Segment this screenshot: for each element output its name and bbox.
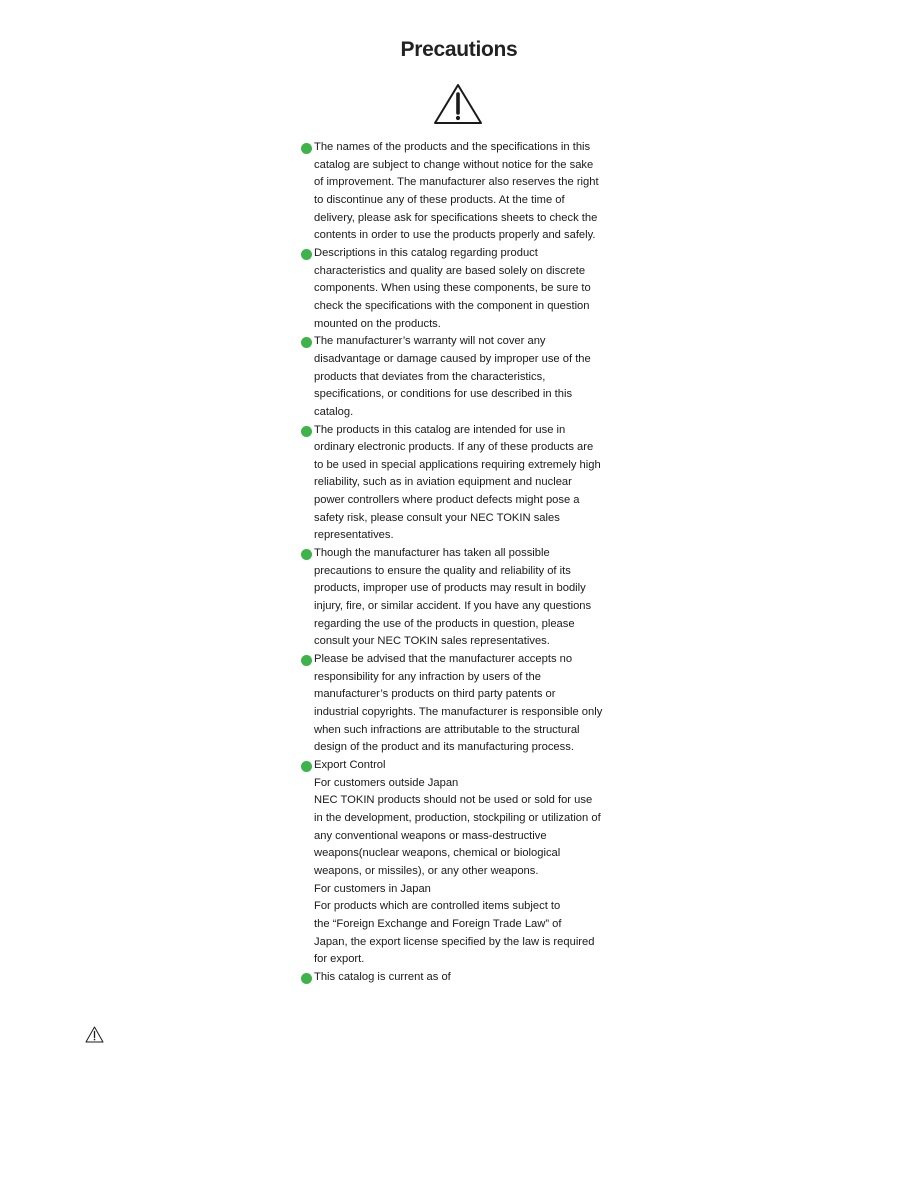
precaution-item: [301, 757, 631, 969]
precaution-text-line: representatives.: [314, 529, 394, 542]
precaution-text-line: For customers in Japan: [314, 882, 431, 895]
precaution-text-line: manufacturer’s products on third party patents or: [314, 688, 556, 701]
precaution-text-line: contents in order to use the products properly and safely.: [314, 229, 596, 242]
precaution-text-line: For products which are controlled items subject to: [314, 900, 561, 913]
precaution-text-line: for export.: [314, 953, 365, 966]
precaution-text-line: the “Foreign Exchange and Foreign Trade Law” of: [314, 917, 562, 930]
precaution-text-line: regarding the use of the products in question, please: [314, 617, 575, 630]
warning-triangle-icon: [85, 1026, 104, 1043]
precaution-text-line: Export Control: [314, 758, 386, 771]
precaution-text-line: products, improper use of products may result in bodily: [314, 582, 586, 595]
precaution-text-line: specifications, or conditions for use described in this: [314, 388, 573, 401]
precaution-text-line: weapons(nuclear weapons, chemical or biological: [314, 847, 561, 860]
page-title: Precautions: [400, 38, 518, 61]
warning-triangle-icon: [433, 83, 483, 125]
bullet-dot-icon: [301, 426, 312, 437]
precaution-text-line: safety risk, please consult your NEC TOKIN sales: [314, 511, 560, 524]
precaution-text-line: catalog are subject to change without notice for the sake: [314, 158, 594, 171]
precaution-text-line: to be used in special applications requiring extremely high: [314, 458, 601, 471]
bullet-dot-icon: [301, 655, 312, 666]
precaution-item: [301, 333, 631, 421]
precaution-text-line: of improvement. The manufacturer also reserves the right: [314, 176, 599, 189]
precaution-text-line: components. When using these components, be sure to: [314, 282, 591, 295]
precaution-text-line: in the development, production, stockpiling or utilization of: [314, 811, 601, 824]
precaution-text-line: characteristics and quality are based solely on discrete: [314, 264, 586, 277]
precaution-text-line: to discontinue any of these products. At the time of: [314, 193, 565, 206]
precaution-text-line: Descriptions in this catalog regarding product: [314, 246, 538, 259]
bullet-dot-icon: [301, 973, 312, 984]
precaution-text-line: injury, fire, or similar accident. If you have any questions: [314, 600, 592, 613]
precaution-text-line: check the specifications with the component in question: [314, 299, 590, 312]
precaution-text-line: ordinary electronic products. If any of these products are: [314, 441, 594, 454]
precaution-text-line: disadvantage or damage caused by improper use of the: [314, 352, 591, 365]
precaution-text-line: This catalog is current as of: [314, 970, 451, 983]
precaution-text-line: consult your NEC TOKIN sales representatives.: [314, 635, 550, 648]
precaution-text-line: when such infractions are attributable to the structural: [314, 723, 580, 736]
precaution-text-line: any conventional weapons or mass-destructive: [314, 829, 547, 842]
precaution-text-line: Japan, the export license specified by the law is required: [314, 935, 595, 948]
precaution-text-line: precautions to ensure the quality and reliability of its: [314, 564, 571, 577]
bullet-dot-icon: [301, 761, 312, 772]
precaution-text-line: industrial copyrights. The manufacturer is responsible only: [314, 706, 603, 718]
precaution-text-line: delivery, please ask for specifications sheets to check the: [314, 211, 598, 224]
bullet-dot-icon: [301, 549, 312, 560]
precaution-item: [301, 651, 631, 757]
precaution-item: [301, 969, 631, 987]
precaution-text-line: The manufacturer’s warranty will not cover any: [314, 335, 546, 348]
precaution-text-line: power controllers where product defects might pose a: [314, 494, 580, 507]
precaution-text-line: The names of the products and the specifications in this: [314, 141, 591, 153]
precaution-item: [301, 545, 631, 651]
precaution-text-line: The products in this catalog are intended for use in: [314, 423, 566, 436]
precaution-text-line: catalog.: [314, 405, 354, 418]
precaution-text-line: weapons, or missiles), or any other weapons.: [314, 864, 539, 877]
precautions-list: [301, 139, 631, 987]
precaution-text-line: NEC TOKIN products should not be used or sold for use: [314, 794, 593, 807]
precaution-item: [301, 422, 631, 546]
precaution-item: [301, 245, 631, 333]
bullet-dot-icon: [301, 337, 312, 348]
precaution-text-line: products that deviates from the characteristics,: [314, 370, 546, 383]
bullet-dot-icon: [301, 143, 312, 154]
precaution-text-line: Though the manufacturer has taken all possible: [314, 547, 550, 560]
bullet-dot-icon: [301, 249, 312, 260]
precaution-text-line: design of the product and its manufacturing process.: [314, 741, 574, 754]
precaution-text-line: mounted on the products.: [314, 317, 441, 330]
precaution-item: [301, 139, 631, 245]
precaution-text-line: Please be advised that the manufacturer accepts no: [314, 653, 573, 666]
precaution-text-line: For customers outside Japan: [314, 776, 459, 789]
precaution-text-line: reliability, such as in aviation equipment and nuclear: [314, 476, 572, 489]
precaution-text-line: responsibility for any infraction by users of the: [314, 670, 541, 683]
